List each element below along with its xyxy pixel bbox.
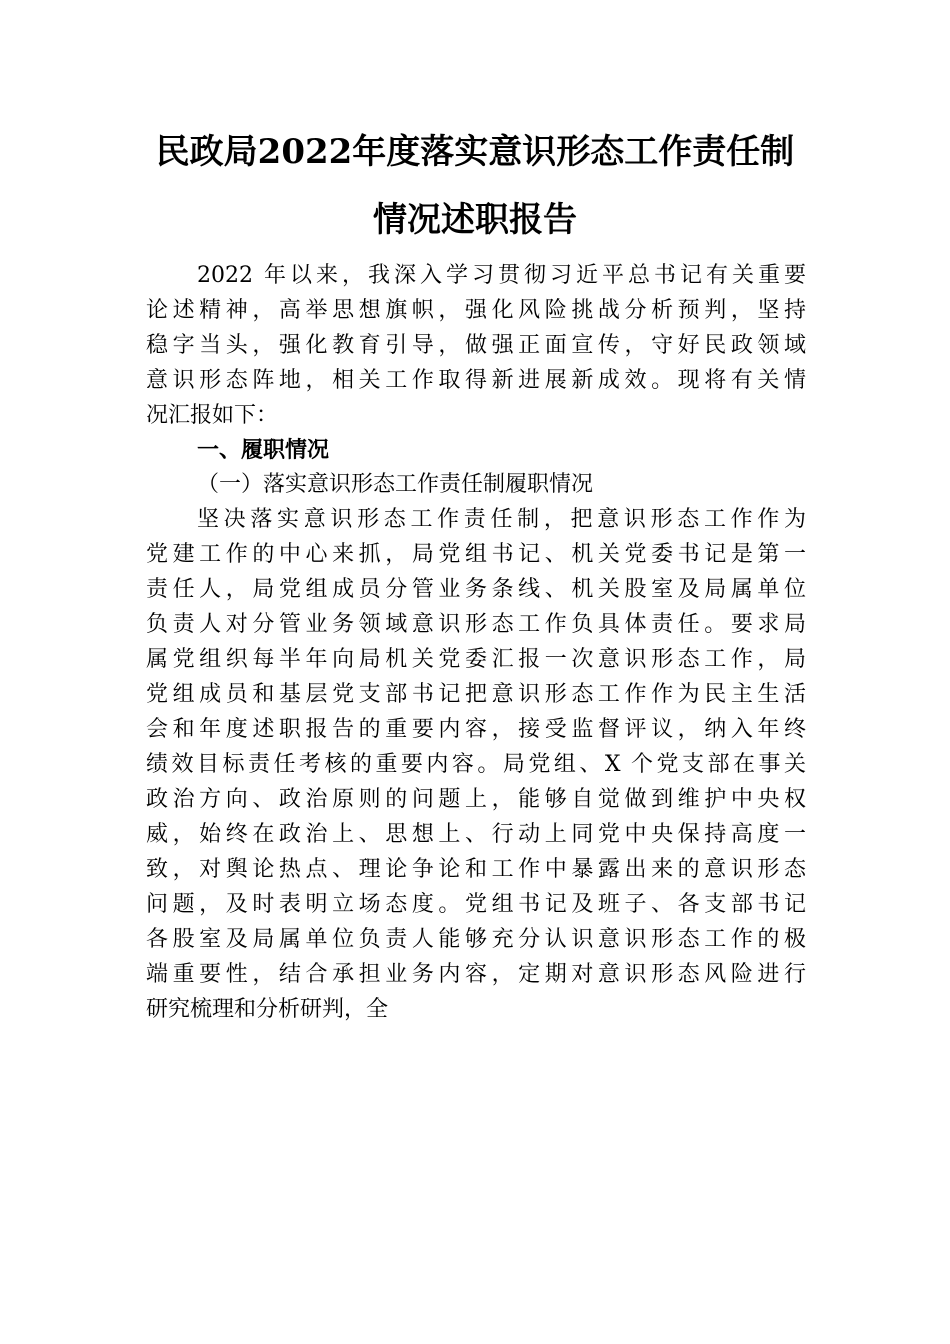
paragraph-2-line: 党建工作的中心来抓，局党组书记、机关党委书记是第一 [146,542,806,567]
paragraph-2-line: 属党组织每半年向局机关党委汇报一次意识形态工作，局 [146,647,806,672]
paragraph-2-line: 研究梳理和分析研判，全 [146,997,389,1022]
paragraph-1-line: 况汇报如下： [146,403,279,428]
paragraph-2-line: 威，始终在政治上、思想上、行动上同党中央保持高度一 [146,822,806,847]
paragraph-1-line: 稳字当头，强化教育引导，做强正面宣传，守好民政领域 [146,333,806,358]
section-heading: 一、履职情况 [197,438,330,463]
paragraph-2-line: 责任人，局党组成员分管业务条线、机关股室及局属单位 [146,577,806,602]
paragraph-2-line: 党组成员和基层党支部书记把意识形态工作作为民主生活 [146,682,806,707]
subsection-heading: （一）落实意识形态工作责任制履职情况 [197,472,594,497]
paragraph-2-line: 负责人对分管业务领域意识形态工作负具体责任。要求局 [146,612,806,637]
paragraph-2-line: 政治方向、政治原则的问题上，能够自觉做到维护中央权 [146,787,806,812]
paragraph-2-line: 致，对舆论热点、理论争论和工作中暴露出来的意识形态 [146,857,806,882]
paragraph-2-line: 各股室及局属单位负责人能够充分认识意识形态工作的极 [146,927,806,952]
paragraph-1-line: 2022 年以来，我深入学习贯彻习近平总书记有关重要 [197,263,806,288]
document-title-line-1: 民政局2022年度落实意识形态工作责任制 [155,132,795,172]
document-title-line-2: 情况述职报告 [373,200,577,240]
paragraph-2-line: 绩效目标责任考核的重要内容。局党组、X 个党支部在事关 [146,752,806,777]
paragraph-2-line: 会和年度述职报告的重要内容，接受监督评议，纳入年终 [146,717,806,742]
paragraph-2-line: 问题，及时表明立场态度。党组书记及班子、各支部书记 [146,892,806,917]
paragraph-2-line: 端重要性，结合承担业务内容，定期对意识形态风险进行 [146,962,806,987]
paragraph-2-line: 坚决落实意识形态工作责任制，把意识形态工作作为 [197,507,806,532]
paragraph-1-line: 论述精神，高举思想旗帜，强化风险挑战分析预判，坚持 [146,298,806,323]
paragraph-1-line: 意识形态阵地，相关工作取得新进展新成效。现将有关情 [146,368,806,393]
